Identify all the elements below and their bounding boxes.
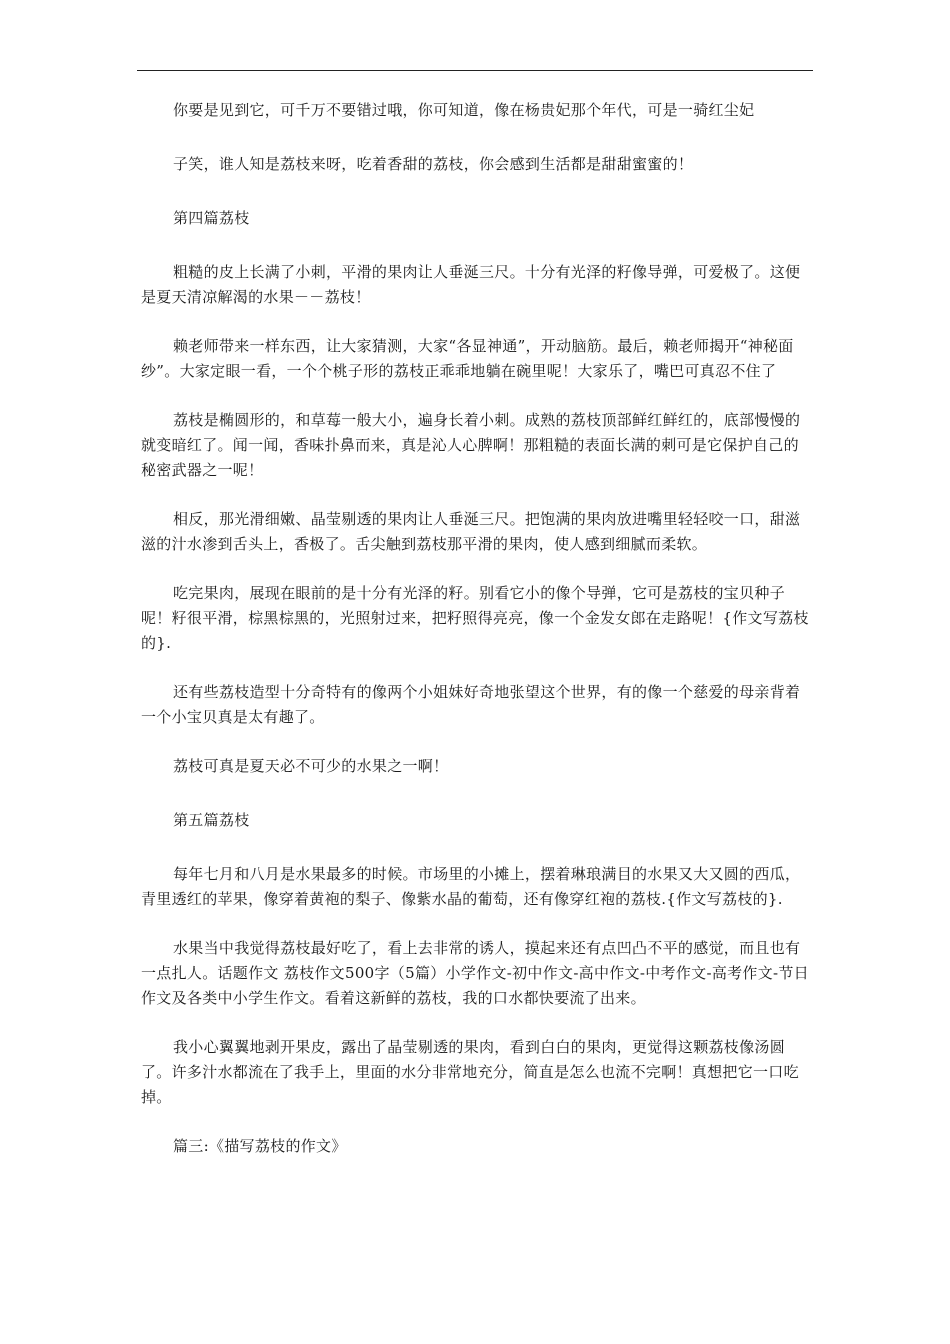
- header-rule: [137, 70, 813, 71]
- paragraph: 荔枝是椭圆形的，和草莓一般大小，遍身长着小刺。成熟的荔枝顶部鲜红鲜红的，底部慢慢的就变暗红了。闻一闻，香味扑鼻而来，真是沁人心脾啊！那粗糙的表面长满的刺可是它保护自己的秘密武器之一呢！: [141, 411, 801, 479]
- paragraph: 你要是见到它，可千万不要错过哦，你可知道，像在杨贵妃那个年代，可是一骑红尘妃: [173, 101, 755, 119]
- section-heading: 第五篇荔枝: [173, 811, 250, 829]
- document-body: [141, 98, 814, 1188]
- paragraph: 还有些荔枝造型十分奇特有的像两个小姐妹好奇地张望这个世界，有的像一个慈爱的母亲背着一个小宝贝真是太有趣了。: [141, 683, 801, 726]
- section-heading: 篇三:《描写荔枝的作文》: [173, 1137, 347, 1155]
- paragraph: 粗糙的皮上长满了小刺，平滑的果肉让人垂涎三尺。十分有光泽的籽像导弹，可爱极了。这便是夏天清凉解渴的水果－－荔枝！: [141, 263, 801, 306]
- paragraph: 吃完果肉，展现在眼前的是十分有光泽的籽。别看它小的像个导弹，它可是荔枝的宝贝种子呢！籽很平滑，棕黑棕黑的，光照射过来，把籽照得亮亮，像一个金发女郎在走路呢！{作文写荔枝的}.: [141, 584, 809, 652]
- paragraph: 每年七月和八月是水果最多的时候。市场里的小摊上，摆着琳琅满目的水果又大又圆的西瓜，青里透红的苹果，像穿着黄袍的梨子、像紫水晶的葡萄，还有像穿红袍的荔枝.{作文写荔枝的}.: [141, 865, 801, 908]
- paragraph: 赖老师带来一样东西，让大家猜测，大家“各显神通”，开动脑筋。最后，赖老师揭开“神秘面纱”。大家定眼一看，一个个桃子形的荔枝正乖乖地躺在碗里呢！大家乐了，嘴巴可真忍不住了: [141, 337, 794, 380]
- paragraph: 水果当中我觉得荔枝最好吃了，看上去非常的诱人，摸起来还有点凹凸不平的感觉，而且也有一点扎人。话题作文 荔枝作文500字（5篇）小学作文-初中作文-高中作文-中考作文-高考作文-节日作文及各类中小学生作文。看着这新鲜的荔枝，我的口水都快要流了出来。: [141, 939, 809, 1007]
- paragraph: 荔枝可真是夏天必不可少的水果之一啊！: [173, 757, 449, 775]
- paragraph: 相反，那光滑细嫩、晶莹剔透的果肉让人垂涎三尺。把饱满的果肉放进嘴里轻轻咬一口，甜滋滋的汁水渗到舌头上，香极了。舌尖触到荔枝那平滑的果肉，使人感到细腻而柔软。: [141, 510, 801, 553]
- paragraph: 子笑，谁人知是荔枝来呀，吃着香甜的荔枝，你会感到生活都是甜甜蜜蜜的！: [173, 155, 694, 173]
- paragraph: 我小心翼翼地剥开果皮，露出了晶莹剔透的果肉，看到白白的果肉，更觉得这颗荔枝像汤圆了。许多汁水都流在了我手上，里面的水分非常地充分，简直是怎么也流不完啊！真想把它一口吃掉。: [141, 1038, 799, 1106]
- section-heading: 第四篇荔枝: [173, 209, 250, 227]
